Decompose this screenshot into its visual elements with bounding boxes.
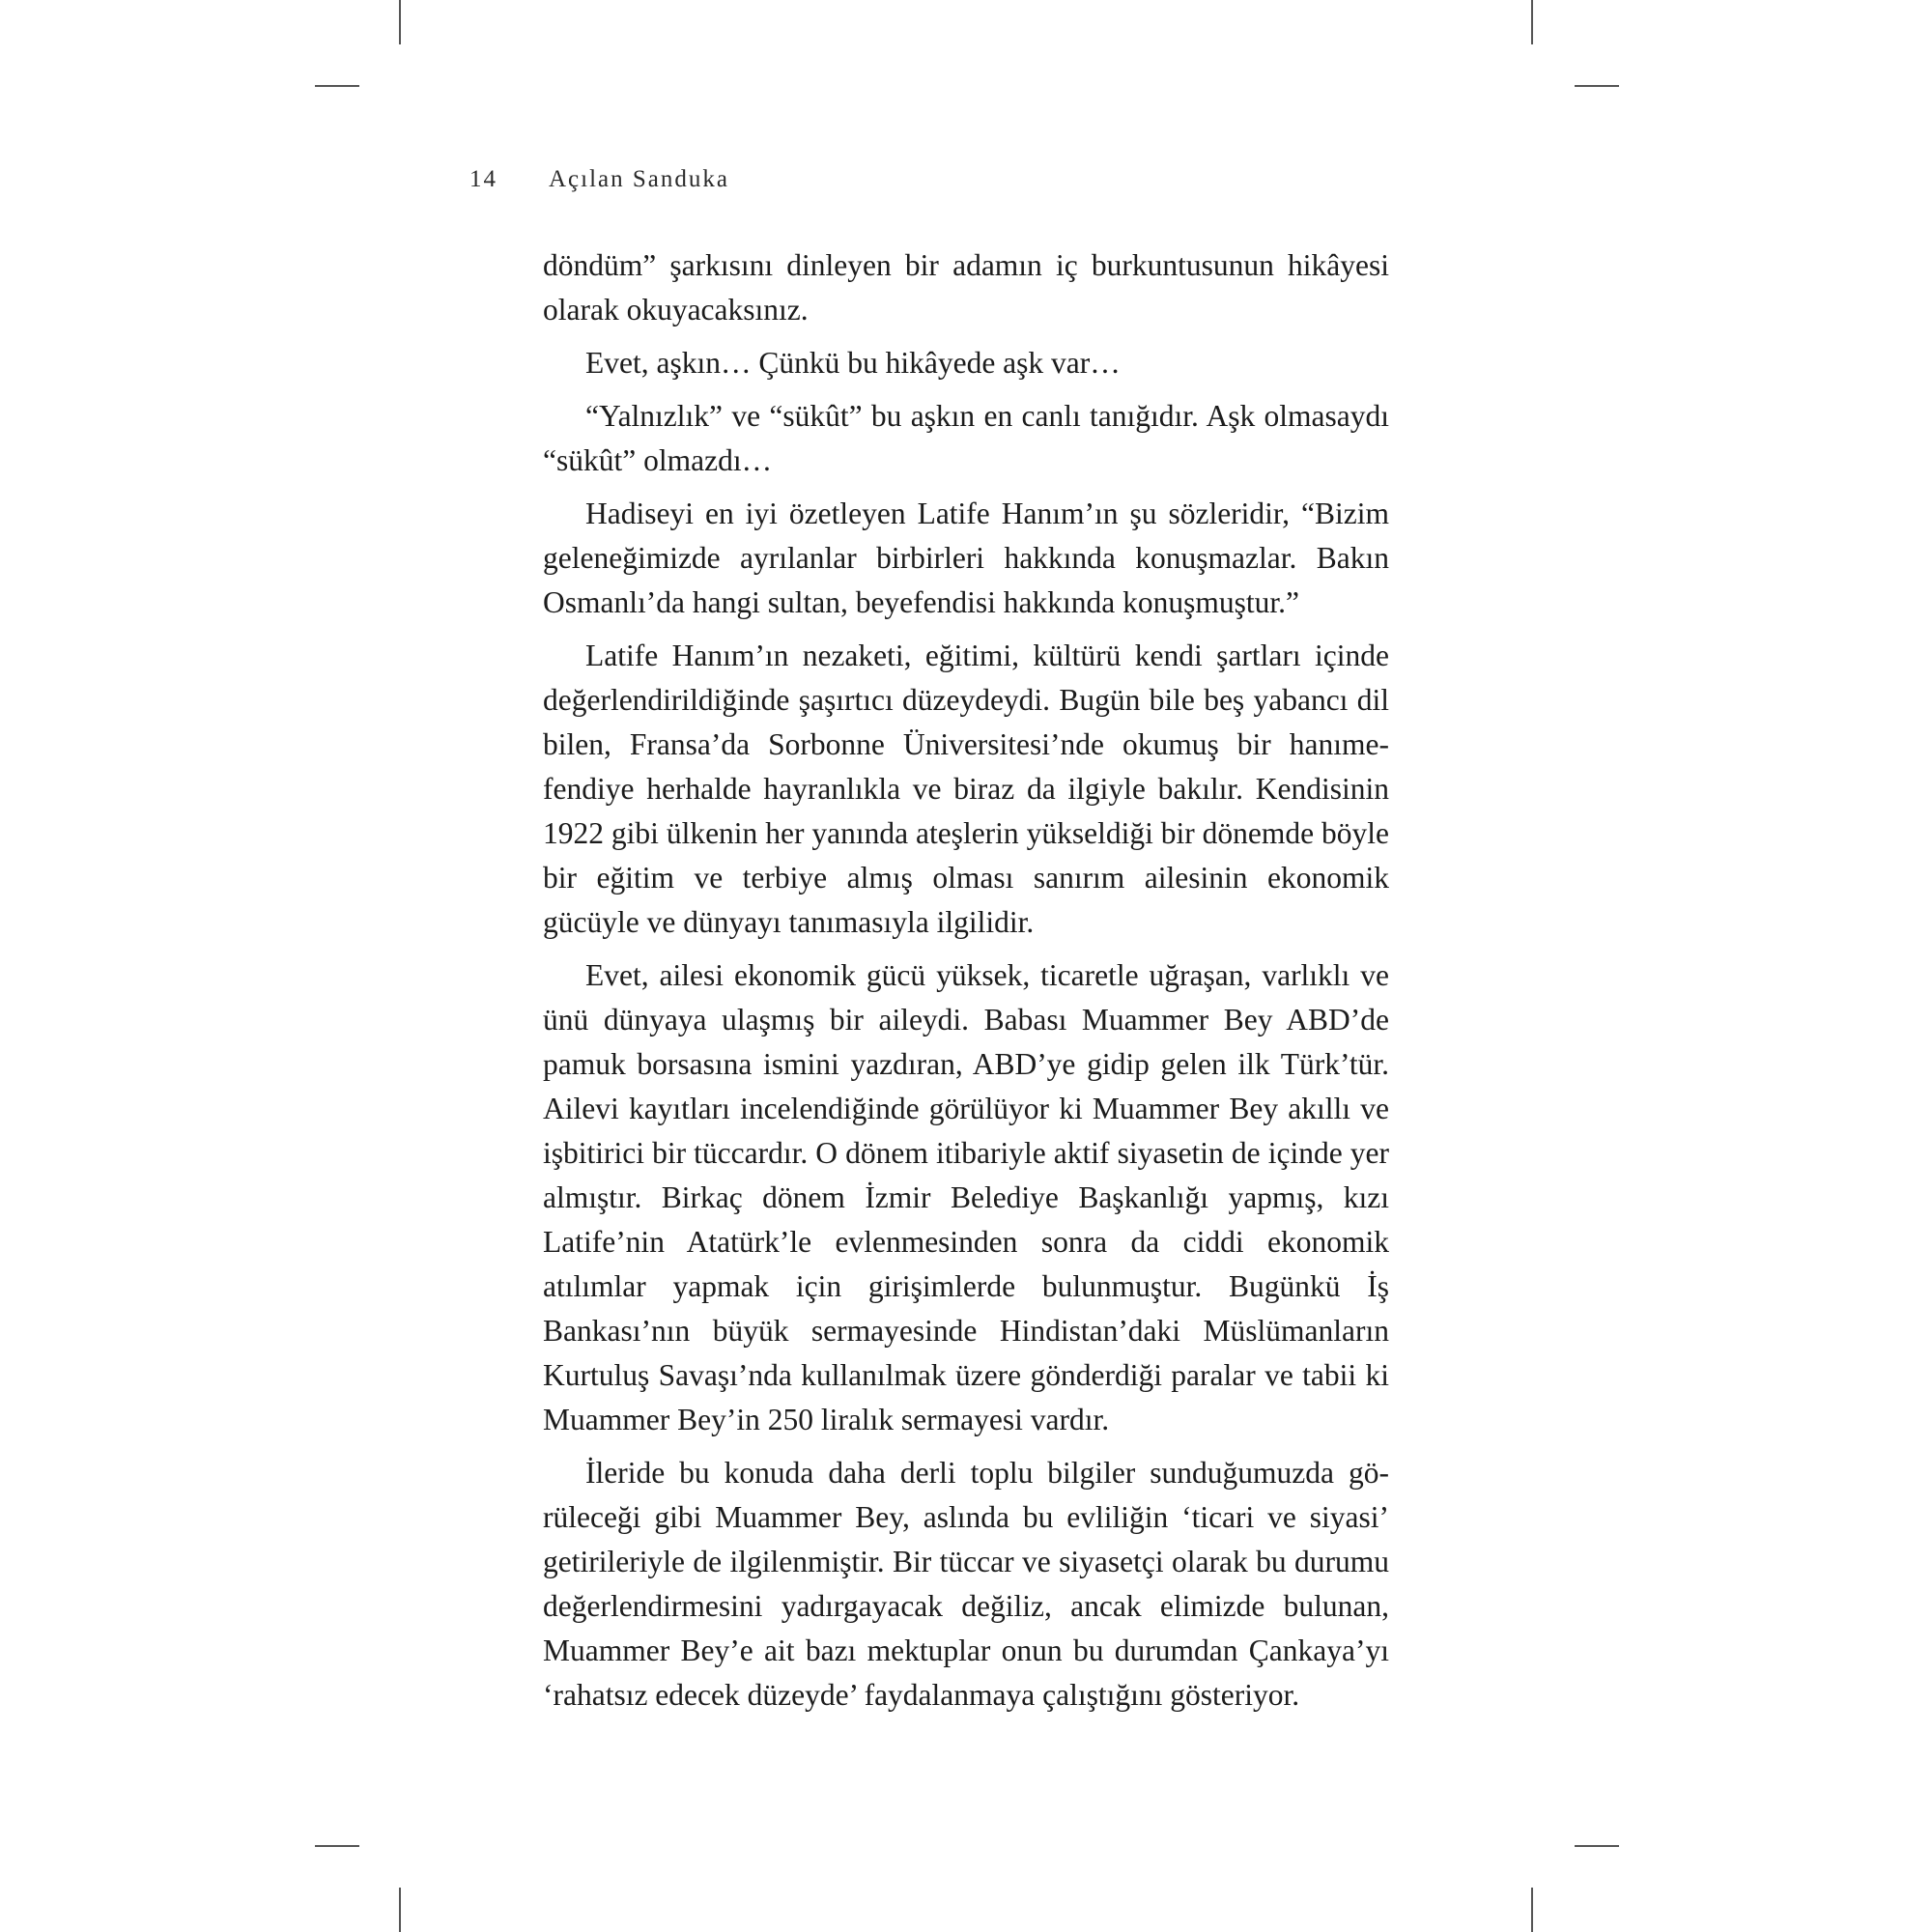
running-title: Açılan Sanduka: [549, 166, 729, 192]
paragraph-7: İleride bu konuda daha derli toplu bilgiler sunduğumuzda görüleceği gibi Muammer Bey, aslında bu evliliğin ‘ticari ve siyasi’ getirileriyle de ilgilenmiştir. Bir tüccar ve siyasetçi olarak bu durumu değerlendirmesini yadırgayacak değiliz, ancak elimizde bulunan, Muammer Bey’e ait bazı mektuplar onun bu durumdan Çankaya’yı ‘rahatsız edecek düzeyde’ faydalanmaya çalıştığını gösteriyor.: [543, 1456, 1389, 1712]
paragraph-2: Evet, aşkın… Çünkü bu hikâyede aşk var…: [585, 346, 1121, 380]
body-text: [543, 243, 1389, 1726]
paragraph-6: Evet, ailesi ekonomik gücü yüksek, ticaretle uğraşan, varlıklı ve ünü dünyaya ulaşmış bir aileydi. Babası Muammer Bey ABD’de pamuk borsasına ismini yazdıran, ABD’ye gidip gelen ilk Türk’tür. Ailevi kayıtları incelendiğinde görülüyor ki Muammer Bey akıllı ve işbitirici bir tüccardır. O dönem itibariyle aktif siyasetin de içinde yer almıştır. Birkaç dönem İzmir Belediye Başkanlığı yapmış, kızı Latife’nin Atatürk’le evlenmesinden sonra da ciddi ekonomik atılımlar yapmak için girişimlerde bulunmuştur. Bugünkü İş Bankası’nın büyük sermayesinde Hindistan’daki Müslümanların Kurtuluş Savaşı’nda kullanılmak üzere gönderdiği paralar ve tabii ki Muammer Bey’in 250 liralık sermayesi vardır.: [543, 958, 1389, 1436]
paragraph-4: Hadiseyi en iyi özetleyen Latife Hanım’ın şu sözleridir, “Bizim geleneğimizde ayrılanlar birbirleri hakkında konuşmazlar. Bakın Osmanlı’da hangi sultan, beyefendisi hakkında konuşmuştur.”: [543, 497, 1389, 619]
crop-mark-top-right-vertical: [1531, 0, 1533, 44]
paragraph-1: döndüm” şarkısını dinleyen bir adamın iç burkuntusunun hikâyesi olarak okuyacaksınız.: [543, 248, 1389, 327]
crop-mark-bottom-left-vertical: [399, 1888, 401, 1932]
paragraph-5: Latife Hanım’ın nezaketi, eğitimi, kültürü kendi şartları içinde değerlendirildiğinde şaşırtıcı düzeydeydi. Bugün bile beş yabancı dil bilen, Fransa’da Sorbonne Üniversitesi’nde okumuş bir hanımefendiye herhalde hayranlıkla ve biraz da ilgiyle bakılır. Kendisinin 1922 gibi ülkenin her yanında ateşlerin yükseldiği bir dönemde böyle bir eğitim ve terbiye almış olması sanırım ailesinin ekonomik gücüyle ve dünyayı tanımasıyla ilgilidir.: [543, 639, 1389, 939]
crop-mark-top-left-vertical: [399, 0, 401, 44]
running-head: [469, 166, 729, 199]
paragraph-3: “Yalnızlık” ve “sükût” bu aşkın en canlı tanığıdır. Aşk olmasaydı “sükût” olmazdı…: [543, 399, 1389, 477]
crop-mark-top-right-horizontal: [1575, 85, 1619, 87]
crop-mark-bottom-right-vertical: [1531, 1888, 1533, 1932]
page-number: 14: [469, 166, 497, 192]
crop-mark-bottom-left-horizontal: [315, 1845, 359, 1847]
crop-mark-bottom-right-horizontal: [1575, 1845, 1619, 1847]
crop-mark-top-left-horizontal: [315, 85, 359, 87]
